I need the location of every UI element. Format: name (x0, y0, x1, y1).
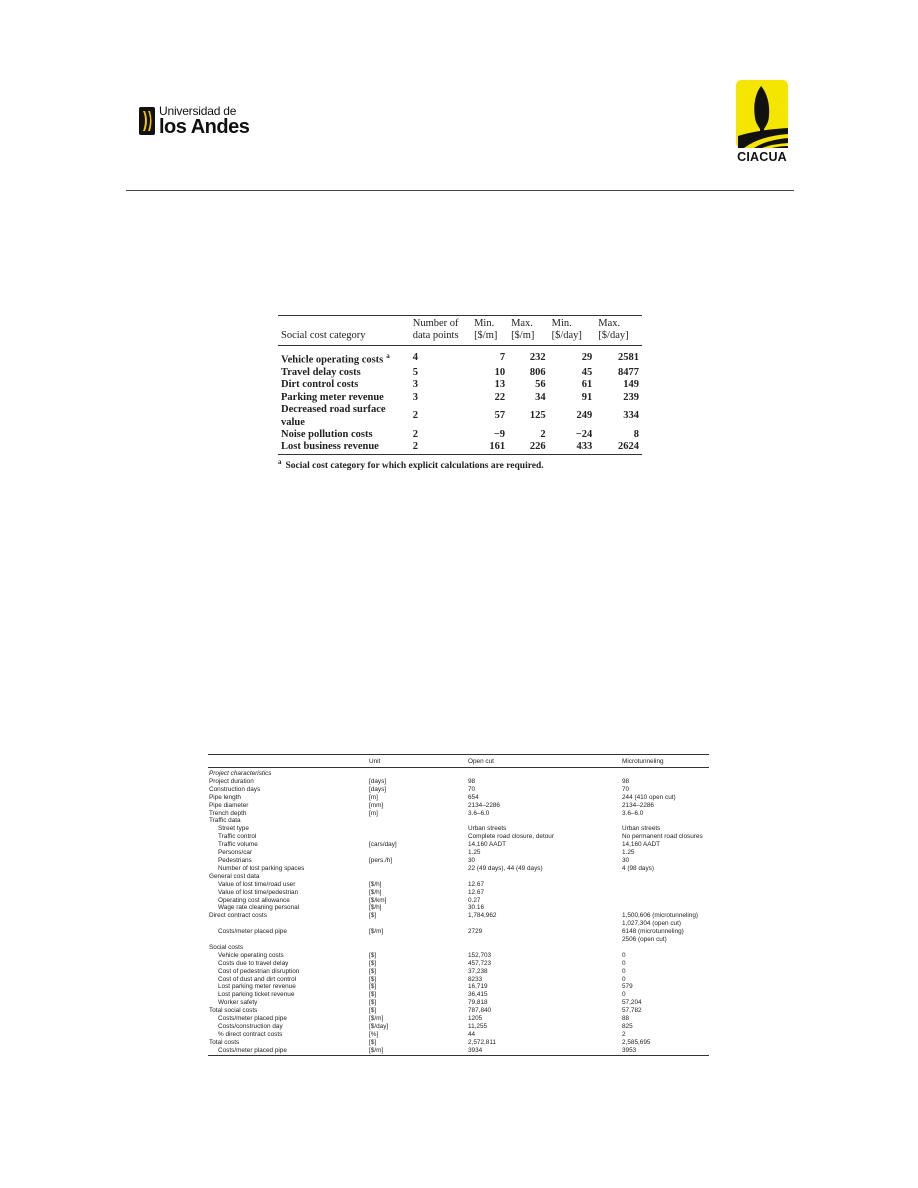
table2-cell-unit: [$/h] (369, 904, 382, 912)
table2-cell-open (467, 768, 621, 778)
table1-cell: 149 (623, 379, 639, 391)
table2-cell-unit: [$/km] (369, 896, 387, 904)
table2-row (208, 786, 709, 794)
table2-cell-unit: [days] (369, 777, 387, 785)
uni-logo-mark-icon (138, 106, 156, 136)
table1-cell (278, 392, 410, 404)
table2-cell-open: 3934 (468, 1046, 483, 1054)
table1-cell: 56 (535, 379, 546, 391)
table1-cell: 91 (581, 391, 593, 403)
table2-cell-open: Complete road closure, detour (468, 833, 554, 841)
table2-row (208, 1015, 709, 1023)
table2-cell-open: 36,415 (468, 991, 488, 999)
table2-row (208, 817, 709, 825)
table1-cell: 249 (576, 410, 593, 422)
table1-cell: 22 (494, 391, 506, 403)
table2-row (208, 968, 709, 976)
table1-cell (278, 429, 410, 441)
table2-cell-open: 11,255 (468, 1023, 488, 1030)
table2-cell-unit: [m] (369, 809, 378, 817)
table2-cell-label: Costs/meter placed pipe (218, 1046, 287, 1054)
table2-cell-unit: [$] (369, 959, 377, 967)
table2-cell-open: 3.6–6.0 (468, 809, 490, 817)
table2-cell-micro: 0 (622, 951, 626, 959)
table1-cell: 161 (489, 441, 506, 453)
table2-cell-open: 1205 (468, 1015, 483, 1023)
page-header (0, 0, 918, 200)
table2-cell-open: 30.16 (468, 904, 484, 912)
table2-cell-micro: 0 (622, 959, 626, 967)
case-study-cost-comparison-table (208, 754, 709, 1056)
table2-cell-open: 2134–2286 (468, 801, 500, 809)
table2-cell-micro: 98 (622, 777, 630, 785)
table2-cell-micro (621, 768, 709, 778)
table2-cell-micro: 4 (98 days) (622, 864, 654, 872)
table2-cell-micro: 57,782 (622, 1007, 642, 1015)
table2-row (208, 810, 709, 818)
table2-cell-open: 1.25 (468, 849, 481, 857)
table2-row (208, 1039, 709, 1047)
table2-cell-open: 654 (468, 793, 479, 801)
table1-cell: 57 (494, 410, 506, 422)
table2-cell-micro: 579 (622, 983, 633, 991)
table2-cell-label: Costs/meter placed pipe (218, 928, 287, 936)
table1-category-label: Decreased road surface value (281, 404, 386, 428)
table2-cell-label: Project duration (209, 777, 254, 785)
table2-cell-open: 14,160 AADT (468, 841, 507, 849)
table2-cell-label: Construction days (209, 785, 261, 793)
table1-header-cell: Social cost category (281, 330, 366, 342)
table2-cell-open: 152,703 (468, 951, 492, 959)
university-name-line2: los Andes (159, 116, 250, 138)
ciacua-logo (736, 80, 788, 164)
table2-cell-label: Trench depth (209, 809, 247, 817)
table2-row (208, 802, 709, 810)
table2-cell-unit: [$] (369, 991, 377, 999)
table2-cell-open: 22 (49 days), 44 (49 days) (468, 864, 543, 872)
table1-cell: 7 (499, 352, 506, 364)
table2-cell-label: Street type (218, 825, 249, 833)
table2-cell-unit (368, 817, 467, 825)
table2-cell-micro (621, 889, 709, 897)
table2-cell-micro (621, 873, 709, 881)
table2-row (208, 825, 709, 833)
table2-row (208, 952, 709, 960)
table1-cell: 2581 (618, 352, 639, 364)
table2-cell-unit: [$/m] (369, 928, 384, 936)
table1-cell: 2 (412, 441, 418, 453)
table1-row (278, 392, 642, 404)
table2-cell-unit: [$/h] (369, 888, 382, 896)
table2-cell-micro: 88 (622, 1015, 630, 1023)
table2-row (208, 944, 709, 952)
table1-cell: 5 (412, 367, 418, 379)
table1-cell: 8477 (618, 367, 639, 379)
table1-cell: 2624 (618, 441, 639, 453)
table2-cell-open: 70 (468, 785, 476, 793)
table2-cell-open: 79,818 (468, 999, 488, 1007)
table2-cell-label: Number of lost parking spaces (218, 864, 305, 872)
table2-cell-label: Value of lost time/pedestrian (218, 888, 299, 896)
table1-header-cell: Min. [$/day] (551, 318, 582, 342)
table2-cell-label: Total costs (209, 1038, 240, 1046)
footnote-mark: a (278, 457, 282, 466)
table1-row (278, 429, 642, 441)
table1-cell: 806 (529, 367, 546, 379)
table2-cell-unit: [$] (369, 999, 377, 1007)
table2-header-row (208, 755, 709, 768)
table2-cell-micro (621, 881, 709, 889)
table2-cell-open: 8233 (468, 975, 483, 983)
table2-cell-label: Lost parking meter revenue (218, 983, 296, 991)
table1-cell: 3 (412, 391, 418, 403)
table1-category-label: Parking meter revenue (281, 391, 384, 403)
table1-category-label: Travel delay costs (281, 367, 361, 379)
table2-row (208, 936, 709, 944)
table2-cell-micro: 3.6–6.0 (622, 809, 644, 817)
table2-cell-micro: 2506 (open cut) (622, 936, 667, 944)
table2-cell-label: Worker safety (218, 999, 258, 1007)
table2-cell-label: Value of lost time/road user (218, 880, 296, 888)
table2-cell-unit: [$] (369, 967, 377, 975)
table1-cell: 8 (633, 429, 639, 441)
table2-cell-unit (368, 944, 467, 952)
table1-cell: 125 (529, 410, 546, 422)
table1-cell: 2 (412, 429, 418, 441)
table2-cell-label: Costs/construction day (218, 1023, 283, 1030)
table1-header-cell: Min. [$/m] (474, 318, 498, 342)
table2-cell-label: Persons/car (218, 849, 253, 857)
table2-row (208, 976, 709, 984)
table2-cell-micro: 1,500,606 (microtunneling) (622, 912, 699, 920)
table1-category-label: Dirt control costs (281, 379, 359, 391)
table2-row (208, 768, 709, 778)
table2-row (208, 991, 709, 999)
table1-cell: 239 (623, 391, 639, 403)
table2-cell-label (208, 936, 368, 944)
table2-row (208, 1023, 709, 1031)
table2-row (208, 983, 709, 991)
table2-cell-micro: Urban streets (622, 825, 661, 833)
table2-cell-label (208, 920, 368, 928)
table2-cell-open: 12.67 (468, 880, 484, 888)
table1-cell: 10 (494, 367, 506, 379)
table2-cell-micro (621, 944, 709, 952)
table1-cell (278, 441, 410, 454)
table2-cell-label: Cost of dust and dirt control (218, 975, 297, 983)
universidad-de-los-andes-logo (138, 105, 249, 137)
table1-row (278, 379, 642, 391)
table1-category-label: Lost business revenue (281, 441, 379, 453)
table1-row (278, 367, 642, 379)
table2-header-cell: Open cut (468, 758, 494, 765)
table2-cell-label: Cost of pedestrian disruption (218, 967, 300, 975)
table2-cell-label: Total social costs (209, 1007, 258, 1015)
table2-cell-unit: [$] (369, 1038, 377, 1046)
header-divider (126, 190, 794, 191)
table2-row (208, 1047, 709, 1055)
table2-row (208, 833, 709, 841)
table2-cell-open: 12.67 (468, 888, 484, 896)
table2-cell-label: Traffic control (218, 833, 257, 841)
table2-cell-micro: 1,027,304 (open cut) (622, 920, 681, 928)
table2-header-cell: Unit (369, 758, 381, 765)
table2-cell-open (467, 944, 621, 952)
table2-cell-label: Pipe diameter (209, 801, 249, 809)
table2-row (208, 960, 709, 968)
table2-row (208, 873, 709, 881)
table2-cell-label: Operating cost allowance (218, 896, 290, 904)
table1-cell: −24 (575, 429, 593, 441)
table2-header-cell: Microtunneling (622, 758, 664, 765)
table2-row (208, 1007, 709, 1015)
table1-row-footnote-mark: a (386, 352, 390, 361)
table2-cell-micro: 6148 (microtunneling) (622, 928, 684, 936)
table2-cell-micro: 57,204 (622, 999, 642, 1007)
table2-cell-unit: [$/h] (369, 880, 382, 888)
table2-cell-unit (368, 920, 467, 928)
table2-cell-micro: 2,585,695 (622, 1038, 651, 1046)
table2-cell-unit: [%] (369, 1030, 379, 1038)
table1-category-label: Noise pollution costs (281, 429, 373, 441)
university-name-line1: Universidad de (159, 104, 237, 118)
table2-row (208, 928, 709, 936)
table2-cell-open: 0.27 (468, 896, 481, 904)
table1-cell: 4 (412, 352, 418, 364)
table2-cell-micro: 3953 (622, 1046, 637, 1054)
table2-cell-unit: [mm] (369, 801, 384, 809)
table1-header-cell: Number of data points (412, 318, 459, 342)
table2-cell-unit (368, 865, 467, 873)
footnote-text: Social cost category for which explicit calculations are required. (285, 461, 544, 472)
table2-cell-label: Pipe length (209, 793, 241, 801)
table2-cell-unit: [m] (369, 793, 378, 801)
table2-cell-micro: 30 (622, 856, 630, 864)
table1-header-cell: Max. [$/m] (511, 318, 535, 342)
table1-category-label: Vehicle operating costs (281, 354, 384, 366)
table1-cell (278, 367, 410, 379)
table2-cell-open: 16,719 (468, 983, 488, 991)
table2-cell-open: 1,784,962 (468, 912, 497, 920)
table2-cell-unit: [pers./h] (369, 856, 393, 864)
table1-cell: 433 (576, 441, 593, 453)
table2-cell-unit: [cars/day] (369, 841, 397, 849)
table1-cell (278, 346, 410, 367)
table1-cell: 34 (535, 391, 546, 403)
table1-row (278, 404, 642, 429)
table2-cell-open: Urban streets (468, 825, 507, 833)
table1-cell (278, 404, 410, 429)
table1-cell: 232 (529, 352, 546, 364)
table1-row (278, 441, 642, 454)
table2-cell-open (467, 817, 621, 825)
table2-cell-micro: 0 (622, 967, 626, 975)
table2-row (208, 881, 709, 889)
table2-cell-label: % direct contract costs (218, 1030, 283, 1038)
ciacua-tree-icon (736, 80, 788, 148)
social-cost-ranges-table (278, 315, 642, 471)
table2-cell-micro: 2 (622, 1030, 626, 1038)
table1-cell: 13 (494, 379, 506, 391)
table1-header-cell: Max. [$/day] (598, 318, 629, 342)
table2-cell-unit (368, 825, 467, 833)
table1-row (278, 346, 642, 367)
table1-header-row (278, 316, 642, 346)
table2-cell-unit: [$] (369, 1007, 377, 1015)
table2-cell-label: Costs due to travel delay (218, 959, 289, 967)
table2-cell-open: 37,238 (468, 967, 488, 975)
table2-cell-unit: [$/day] (369, 1023, 389, 1030)
table2-cell-open (467, 920, 621, 928)
table2-row (208, 904, 709, 912)
table1-cell: 2 (540, 429, 546, 441)
table2-cell-open: 2,572,811 (468, 1038, 496, 1046)
table2-cell-micro: 825 (622, 1023, 633, 1030)
table2-cell-unit (368, 768, 467, 778)
table2-cell-unit (368, 849, 467, 857)
table2-cell-micro: No permanent road closures (622, 833, 703, 841)
table2-cell-label: Social costs (209, 943, 244, 951)
table2-cell-unit: [$] (369, 983, 377, 991)
table2-cell-unit: [days] (369, 785, 387, 793)
table1-cell: 334 (623, 410, 639, 422)
table2-cell-micro: 1.25 (622, 849, 635, 857)
table1-cell: 29 (581, 352, 593, 364)
table2-cell-open: 457,723 (468, 959, 492, 967)
table2-cell-micro: 70 (622, 785, 630, 793)
table2-cell-label: Costs/meter placed pipe (218, 1015, 287, 1023)
table2-cell-label: Direct contract costs (209, 912, 267, 920)
table2-row (208, 897, 709, 905)
table1-cell: −9 (493, 429, 506, 441)
table2-cell-micro: 244 (410 open cut) (622, 793, 676, 801)
table1-cell (278, 379, 410, 391)
table1-footnote (278, 458, 642, 471)
table1-cell: 226 (529, 441, 546, 453)
table2-row (208, 912, 709, 920)
table2-cell-label: Pedestrians (218, 856, 252, 864)
table2-cell-unit: [$/m] (369, 1015, 384, 1023)
table2-cell-unit (368, 833, 467, 841)
table2-cell-label: General cost data (209, 872, 260, 880)
table2-cell-micro (621, 897, 709, 905)
table2-cell-open: 30 (468, 856, 476, 864)
table2-cell-micro (621, 817, 709, 825)
table2-cell-micro: 14,160 AADT (622, 841, 661, 849)
table2-cell-label: Project characteristics (209, 770, 272, 777)
table2-cell-unit: [$] (369, 951, 377, 959)
table1-cell: 61 (581, 379, 593, 391)
table2-row (208, 841, 709, 849)
table2-cell-label: Lost parking ticket revenue (218, 991, 295, 999)
table2-header-cell (208, 755, 368, 768)
table2-cell-micro (621, 904, 709, 912)
table2-cell-open (467, 873, 621, 881)
table2-row (208, 999, 709, 1007)
table2-row (208, 920, 709, 928)
table2-row (208, 857, 709, 865)
table2-cell-unit: [$] (369, 912, 377, 920)
table2-cell-open: 44 (468, 1030, 476, 1038)
table2-cell-unit: [$] (369, 975, 377, 983)
table1-cell: 45 (581, 367, 593, 379)
table1-cell: 2 (412, 410, 418, 422)
table2-row (208, 778, 709, 786)
table2-cell-open: 2729 (468, 928, 483, 936)
table2-cell-unit (368, 936, 467, 944)
ciacua-wordmark: CIACUA (737, 150, 787, 164)
table2-cell-open (467, 936, 621, 944)
table2-cell-unit: [$/m] (369, 1046, 384, 1054)
table2-cell-label: Vehicle operating costs (218, 951, 284, 959)
table1-cell: 3 (412, 379, 418, 391)
table2-cell-micro: 0 (622, 991, 626, 999)
table2-row (208, 794, 709, 802)
table2-cell-open: 98 (468, 777, 476, 785)
table2-cell-label: Traffic volume (218, 841, 258, 849)
table2-row (208, 865, 709, 873)
table2-cell-label: Traffic data (209, 817, 241, 825)
table2-cell-label: Wage rate cleaning personal (218, 904, 300, 912)
table2-cell-micro: 0 (622, 975, 626, 983)
table2-cell-micro: 2134–2286 (622, 801, 654, 809)
table2-row (208, 889, 709, 897)
table2-row (208, 1031, 709, 1039)
table2-row (208, 849, 709, 857)
table2-cell-open: 787,840 (468, 1007, 492, 1015)
table2-cell-unit (368, 873, 467, 881)
